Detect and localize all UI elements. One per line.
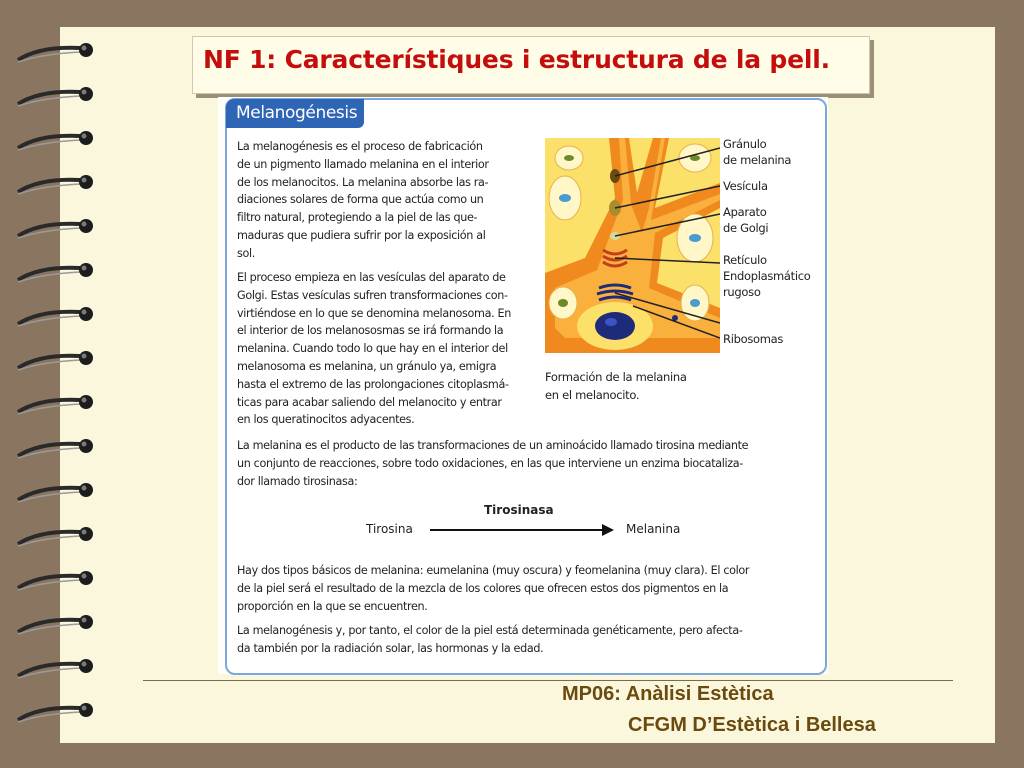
paragraph-5 bbox=[237, 622, 743, 658]
paragraph-1 bbox=[237, 138, 489, 263]
paragraph-3 bbox=[237, 437, 748, 490]
text-line: La melanogénesis es el proceso de fabricación bbox=[237, 140, 483, 153]
text-line: de melanina bbox=[723, 153, 792, 167]
binding-ring bbox=[18, 395, 93, 414]
label-ribosomas bbox=[723, 331, 783, 347]
spiral-binding bbox=[0, 0, 110, 768]
binding-ring bbox=[18, 263, 93, 282]
text-line: de un pigmento llamado melanina en el interior bbox=[237, 157, 489, 171]
text-line: Ribosomas bbox=[723, 332, 784, 346]
binding-ring bbox=[18, 175, 93, 194]
binding-ring bbox=[18, 307, 93, 326]
text-line: Golgi. Estas vesículas sufren transformaciones con- bbox=[237, 288, 508, 302]
binding-ring bbox=[18, 527, 93, 546]
text-line: Endoplasmático bbox=[723, 269, 811, 283]
footer-course: CFGM D’Estètica i Bellesa bbox=[628, 714, 876, 736]
text-line: maduras que pudiera sufrir por la exposición al bbox=[237, 228, 486, 242]
text-line: La melanina es el producto de las transformaciones de un aminoácido llamado tirosina mediante bbox=[237, 439, 749, 452]
footer-rule bbox=[143, 680, 953, 681]
reaction-substrate: Tirosina bbox=[366, 522, 413, 536]
figure-caption bbox=[545, 368, 687, 404]
reaction-product: Melanina bbox=[626, 522, 681, 536]
paragraph-4 bbox=[237, 562, 749, 615]
text-line: Aparato bbox=[723, 205, 767, 219]
text-line: rugoso bbox=[723, 285, 761, 299]
reaction-enzyme: Tirosinasa bbox=[484, 503, 554, 517]
text-line: Gránulo bbox=[723, 137, 767, 151]
binding-ring bbox=[18, 87, 93, 106]
paragraph-2 bbox=[237, 269, 511, 429]
text-line: La melanogénesis y, por tanto, el color de la piel está determinada genéticamente, pero afecta- bbox=[237, 624, 743, 637]
binding-ring bbox=[18, 219, 93, 238]
footer-module: MP06: Anàlisi Estètica bbox=[562, 683, 774, 705]
text-line: Vesícula bbox=[723, 179, 768, 193]
text-line: proporción en la que se encuentren. bbox=[237, 599, 428, 613]
binding-ring bbox=[18, 659, 93, 678]
text-line: el interior de los melanososmas se irá formando la bbox=[237, 324, 504, 338]
binding-ring bbox=[18, 483, 93, 502]
label-granulo bbox=[723, 136, 791, 168]
panel-heading: Melanogénesis bbox=[226, 99, 364, 128]
slide-title: NF 1: Característiques i estructura de la pell. bbox=[203, 45, 830, 74]
binding-ring bbox=[18, 703, 93, 722]
binding-ring bbox=[18, 131, 93, 150]
text-line: da también por la radiación solar, las hormonas y la edad. bbox=[237, 641, 544, 655]
text-line: Formación de la melanina bbox=[545, 370, 687, 384]
text-line: de los melanocitos. La melanina absorbe las ra- bbox=[237, 175, 489, 189]
text-line: de Golgi bbox=[723, 221, 769, 235]
label-vesicula bbox=[723, 178, 768, 194]
slide-title-box bbox=[192, 36, 870, 94]
binding-ring bbox=[18, 351, 93, 370]
text-line: hasta el extremo de las prolongaciones citoplasmá- bbox=[237, 377, 509, 391]
text-line: melanina. Cuando todo lo que hay en el interior del bbox=[237, 342, 508, 356]
text-line: en el melanocito. bbox=[545, 388, 640, 402]
text-line: dor llamado tirosinasa: bbox=[237, 474, 358, 488]
binding-ring bbox=[18, 43, 93, 62]
text-line: sol. bbox=[237, 246, 255, 260]
text-line: virtiéndose en lo que se denomina melanosoma. En bbox=[237, 306, 511, 320]
binding-ring bbox=[18, 571, 93, 590]
text-line: filtro natural, protegiendo a la piel de las que- bbox=[237, 211, 478, 225]
text-line: El proceso empieza en las vesículas del aparato de bbox=[237, 271, 506, 284]
text-line: de la piel será el resultado de la mezcla de los colores que ofrecen estos dos pigmentos en la bbox=[237, 581, 729, 595]
text-line: Retículo bbox=[723, 253, 767, 267]
melanocyte-figure bbox=[545, 138, 720, 353]
text-line: en los queratinocitos adyacentes. bbox=[237, 413, 415, 427]
binding-ring bbox=[18, 615, 93, 634]
label-reticulo bbox=[723, 252, 811, 300]
text-line: un conjunto de reacciones, sobre todo oxidaciones, en las que interviene un enzima biocataliza- bbox=[237, 456, 743, 470]
text-line: Hay dos tipos básicos de melanina: eumelanina (muy oscura) y feomelanina (muy clara). El color bbox=[237, 564, 750, 577]
text-line: ticas para acabar saliendo del melanocito y entrar bbox=[237, 395, 502, 409]
text-line: melanosoma es melanina, un gránulo ya, emigra bbox=[237, 359, 497, 373]
text-line: diaciones solares de forma que actúa como un bbox=[237, 193, 484, 207]
binding-ring bbox=[18, 439, 93, 458]
label-golgi bbox=[723, 204, 768, 236]
reaction-arrow bbox=[430, 523, 615, 537]
